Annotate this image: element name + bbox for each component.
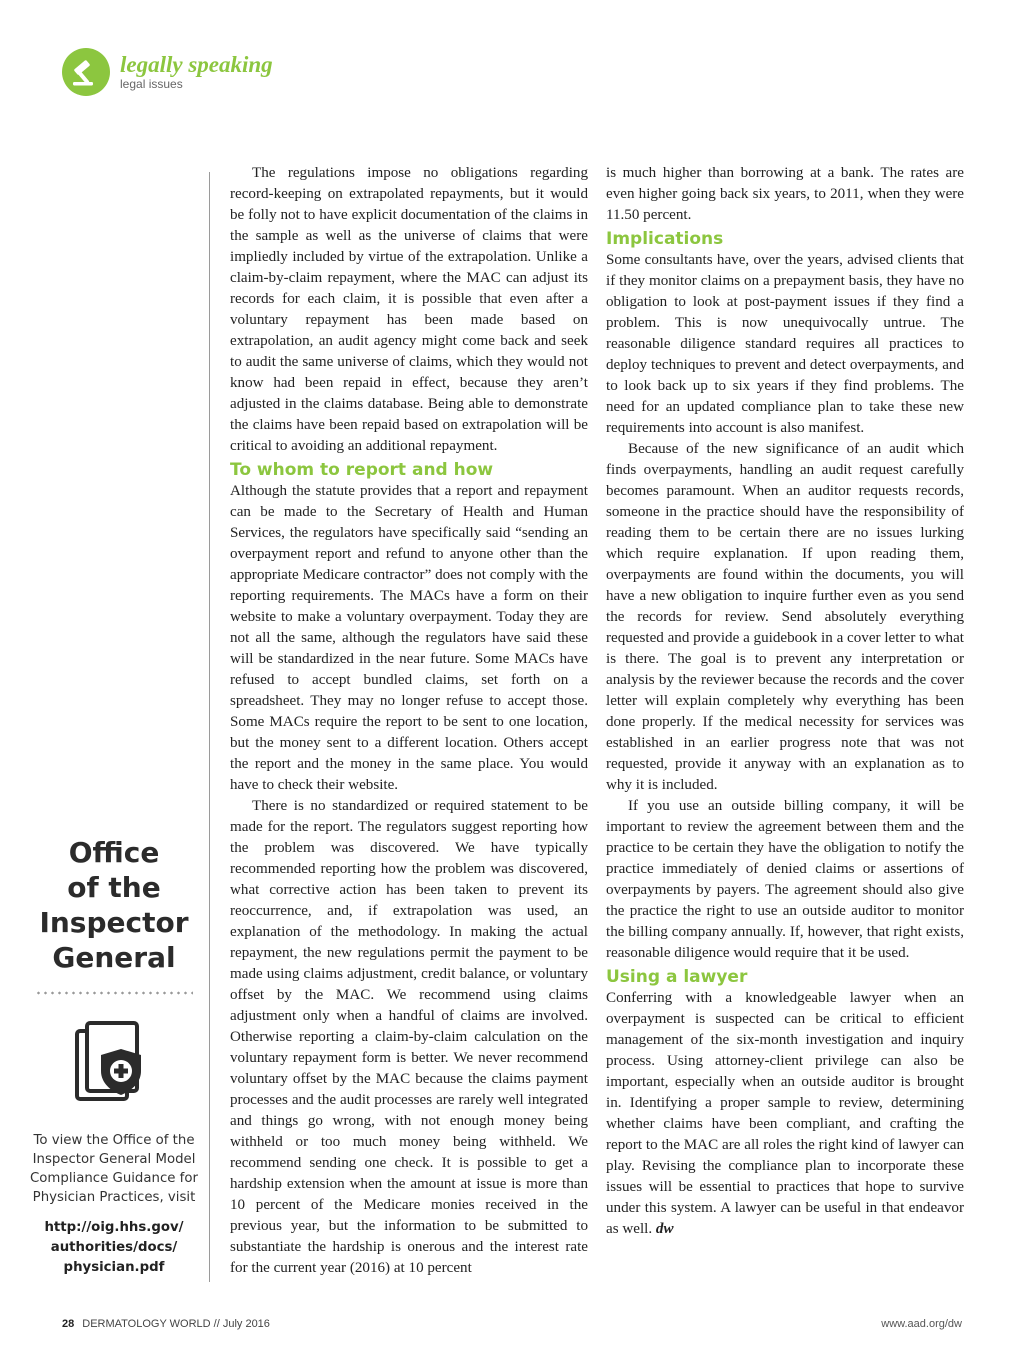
page-number: 28 (62, 1318, 75, 1330)
section-subtitle: legal issues (120, 76, 183, 91)
paragraph-text: Conferring with a knowledgeable lawyer when an overpayment is suspected can be critical to efficient management of the six-month investigation and inquiry process. Using attorney-client privilege can also be important, especially when an outside auditor is brought in. Identifying a proper sample to review, determining whether claims have been compliant, and crafting the report to the MAC are all roles the right kind of lawyer can play. Revising the compliance plan to incorporate these issues will be essential to practices that hope to survive under this system. A lawyer can be useful in that endeavor as well. (606, 990, 964, 1237)
sidebar-callout (28, 835, 200, 1278)
paragraph: There is no standardized or required statement to be made for the report. The regulators suggest reporting how the problem was discovered. We have typically recommended reporting how the problem was discovered, what corrective action has been taken to prevent its reoccurrence, and, if extrapolation was used, an explanation of the methodology. In making the actual repayment, the new regulations permit the payment to be made using claims adjustment, credit balance, or voluntary offset by the MAC. We recommend using claims adjustment only when a handful of claims are involved. Otherwise reporting a claim-by-claim calculation on the voluntary repayment form is better. We never recommend voluntary offset by the MAC because the claims payment processes and the audit processes are rarely well integrated and things go wrong, with not enough money being withheld or too much money being withheld. We recommend sending one check. It is possible to get a hardship extension when the amount at issue is more than 10 percent of the Medicare monies received in the previous year, but the information to be submitted to substantiate the hardship is onerous and the interest rate for the current year (2016) at 10 percent (230, 798, 588, 1276)
paragraph: Some consultants have, over the years, advised clients that if they monitor claims on a prepayment basis, they have no obligation to look at post-payment issues if they find a problem. This is now unequivocally untrue. The reasonable diligence standard requires all practices to deploy techniques to prevent and detect overpayments, and to look back up to six years if they find problems. The need for an updated compliance plan to take these new requirements into account is also manifest. (606, 252, 964, 436)
document-shield-icon (69, 1019, 159, 1111)
sidebar-title-line: Inspector (39, 906, 189, 939)
section-title: legally speaking (120, 51, 273, 77)
link-line: physician.pdf (63, 1260, 165, 1275)
subheading-using-a-lawyer: Using a lawyer (606, 967, 748, 987)
paragraph: If you use an outside billing company, it will be important to review the agreement between them and the practice to be certain they have the obligation to notify the practice immediately of denied claims or assertions of overpayments by payers. The agreement should also give the practice the right to use an outside auditor to monitor the billing company annually. If, however, that right exists, reasonable diligence would require that it be used. (606, 798, 964, 961)
footer-left (62, 1318, 270, 1330)
sidebar-title-line: of the (67, 871, 161, 904)
gavel-icon (62, 48, 110, 96)
dotted-divider (35, 991, 193, 995)
paragraph-final (606, 988, 964, 1240)
link-line: authorities/docs/ (50, 1240, 178, 1255)
paragraph: is much higher than borrowing at a bank. The rates are even higher going back six years, to 2011, when they were 11.50 percent. (606, 165, 964, 223)
column-divider (209, 172, 210, 1282)
sidebar-body: To view the Office of the Inspector General Model Compliance Guidance for Physician Practices, visit (30, 1133, 198, 1205)
sidebar-title-line: Office (68, 836, 160, 869)
article-column-2 (606, 163, 964, 1240)
section-header (62, 46, 273, 98)
subheading-to-whom-to-report: To whom to report and how (230, 460, 494, 480)
subheading-implications: Implications (606, 229, 724, 249)
link-line: http://oig.hhs.gov/ (44, 1220, 184, 1235)
footer-url[interactable]: www.aad.org/dw (881, 1318, 962, 1330)
paragraph: Although the statute provides that a report and repayment can be made to the Secretary of Health and Human Services, the regulators have specifically said “sending an overpayment report and refund to anyone other than the appropriate Medicare contractor” does not comply with the reporting requirements. The MACs have a form on their website to make a voluntary overpayment. Today they are not all the same, although the regulators have said these will be standardized in the near future. Some MACs have refused to accept bundled claims, set forth on a spreadsheet. They may no longer refuse to accept those. Some MACs require the report to be sent to one location, but the money sent to a different location. Others accept the report and the money in the same place. You would have to check their website. (230, 483, 588, 793)
sidebar-title (28, 835, 200, 975)
article-column-1 (230, 163, 588, 1279)
oig-guidance-link[interactable] (28, 1218, 200, 1278)
author-signature: dw (655, 1221, 674, 1237)
sidebar-title-line: General (52, 941, 176, 974)
publication-info: DERMATOLOGY WORLD // July 2016 (82, 1318, 270, 1330)
paragraph: The regulations impose no obligations regarding record-keeping on extrapolated repayments, but it would be folly not to have explicit documentation of the claims in the sample as well as the universe of claims that were impliedly included by virtue of the extrapolation. Unlike a claim-by-claim repayment, where the MAC can adjust its records for each claim, it is possible that even after a voluntary repayment has been made based on extrapolation, an audit agency might come back and seek to audit the same universe of claims, which they would not know had been repaid in effect, because they aren’t adjusted in the claims database. Being able to demonstrate the claims have been repaid based on extrapolation will be critical to avoiding an additional repayment. (230, 165, 588, 454)
paragraph: Because of the new significance of an audit which finds overpayments, handling an audit request carefully becomes paramount. When an auditor requests records, someone in the practice should have the responsibility of reading them to be certain there are no issues lurking which require explanation. If upon reading them, overpayments are found within the documents, you will have a new obligation to inquire further even as you send the records for review. Send absolutely everything requested and provide a guidebook in a cover letter to what is there. The goal is to prevent any interpretation or analysis by the reviewer because the records and the cover letter will explain completely why everything has been done properly. If the medical necessity for services was established in an earlier progress note that was not requested, provide it anyway with an explanation as to why it is included. (606, 441, 964, 793)
